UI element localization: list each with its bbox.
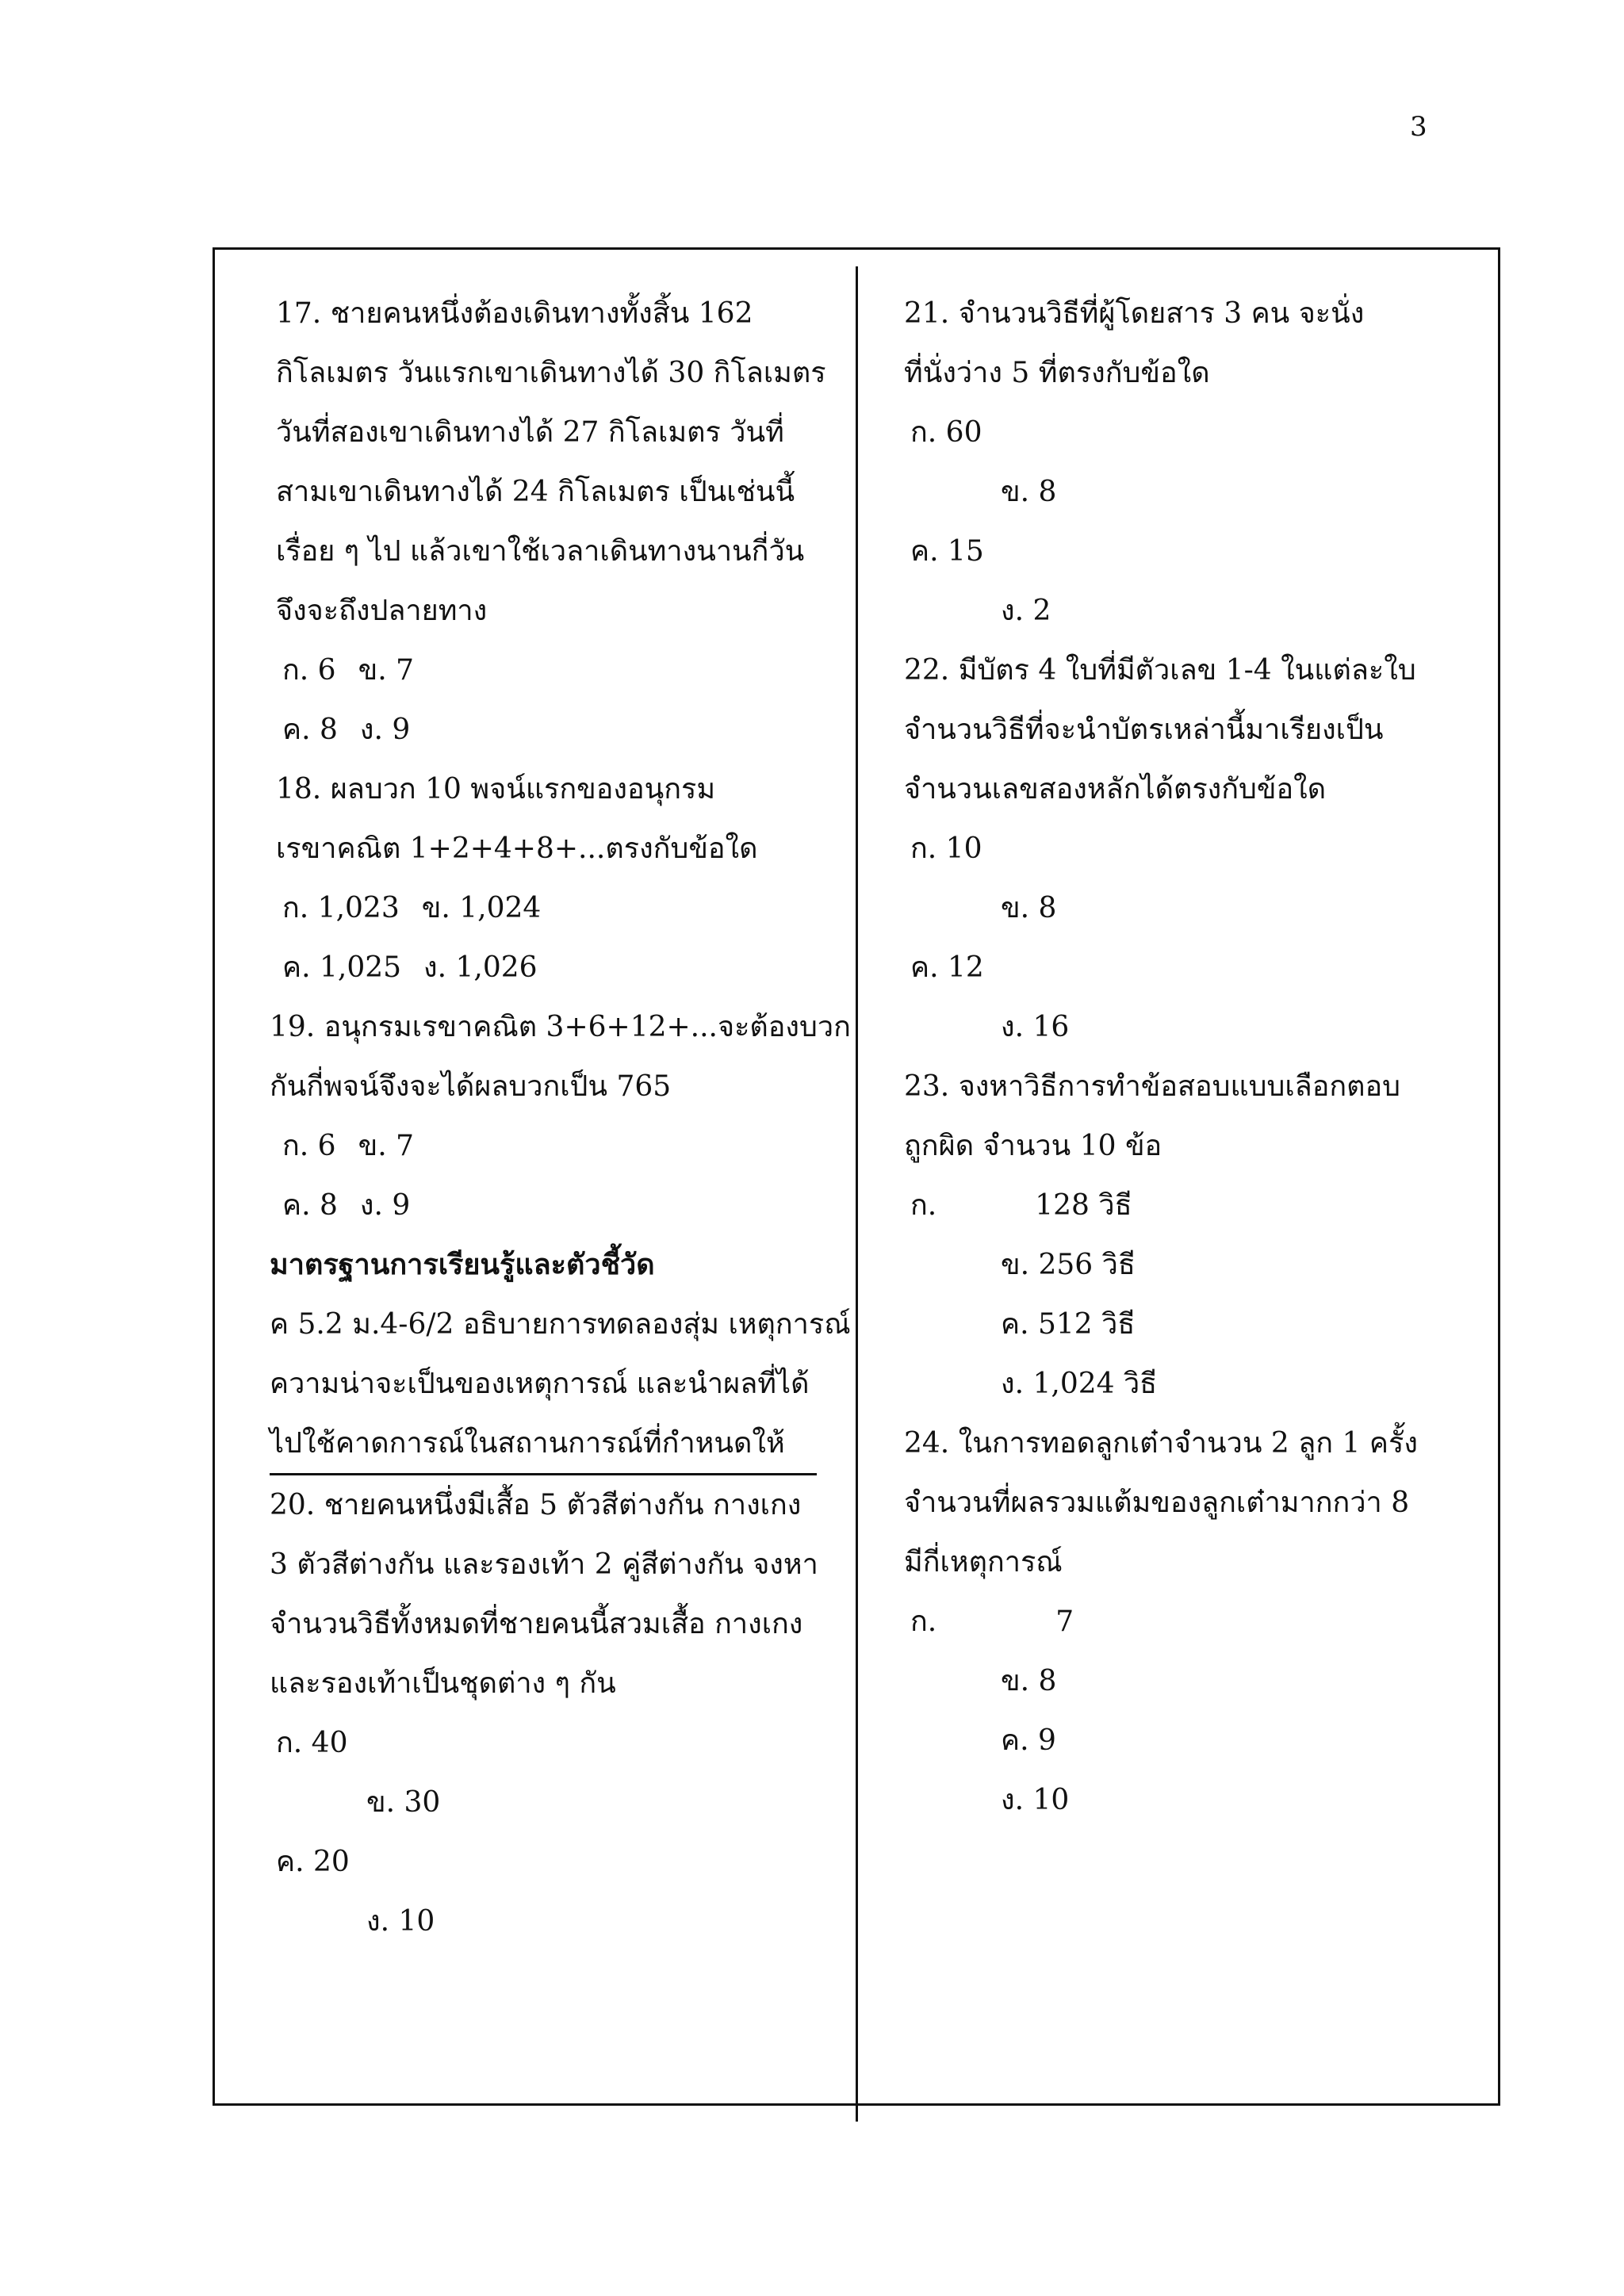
option-a: ก. 60	[910, 416, 982, 449]
question-24-line: จำนวนที่ผลรวมแต้มของลูกเต๋ามากกว่า 8	[904, 1487, 1410, 1519]
page-number: 3	[1410, 111, 1427, 143]
option-c: ค. 20	[276, 1846, 350, 1878]
option-c: ค. 8	[282, 1189, 338, 1222]
question-20-line: 3 ตัวสีต่างกัน และรองเท้า 2 คู่สีต่างกัน จงหา	[270, 1548, 818, 1581]
question-19-line: กันกี่พจน์จึงจะได้ผลบวกเป็น 765	[270, 1070, 672, 1103]
option-b: ข. 1,024	[421, 892, 542, 924]
question-18-line: 18. ผลบวก 10 พจน์แรกของอนุกรม	[276, 773, 716, 806]
option-b: ข. 256 วิธี	[1001, 1249, 1136, 1281]
option-a: ก. 1,023	[282, 892, 400, 924]
question-19-line: 19. อนุกรมเรขาคณิต 3+6+12+...จะต้องบวก	[270, 1011, 851, 1043]
option-c: ค. 512 วิธี	[1001, 1308, 1136, 1341]
question-24-line: 24. ในการทอดลูกเต๋าจำนวน 2 ลูก 1 ครั้ง	[904, 1427, 1418, 1460]
question-17-options-row	[270, 700, 817, 760]
question-22-line: 22. มีบัตร 4 ใบที่มีตัวเลข 1-4 ในแต่ละใบ	[904, 654, 1416, 687]
option-b: ข. 7	[358, 1130, 414, 1162]
option-d: ง. 9	[359, 714, 411, 746]
option-a: ก. 6	[282, 1130, 336, 1162]
option-d: ง. 10	[1001, 1784, 1070, 1816]
question-22-line: จำนวนเลขสองหลักได้ตรงกับข้อใด	[904, 773, 1327, 806]
option-b: ข. 30	[366, 1786, 441, 1819]
option-d: ง. 1,026	[423, 951, 538, 984]
question-20-line: จำนวนวิธีทั้งหมดที่ชายคนนี้สวมเสื้อ กางเกง	[270, 1608, 803, 1640]
question-17-line: กิโลเมตร วันแรกเขาเดินทางได้ 30 กิโลเมตร	[276, 357, 826, 389]
question-18-line: เรขาคณิต 1+2+4+8+...ตรงกับข้อใด	[276, 832, 758, 865]
question-20-line: 20. ชายคนหนึ่งมีเสื้อ 5 ตัวสีต่างกัน กางเกง	[270, 1489, 802, 1521]
standard-line: ไปใช้คาดการณ์ในสถานการณ์ที่กำหนดให้	[270, 1427, 785, 1460]
option-d: ง. 10	[366, 1905, 435, 1938]
question-17-line: สามเขาเดินทางได้ 24 กิโลเมตร เป็นเช่นนี้	[276, 476, 795, 508]
right-column	[904, 284, 1475, 1830]
option-a: ก. 10	[910, 832, 982, 865]
question-20-line: และรองเท้าเป็นชุดต่าง ๆ กัน	[270, 1667, 616, 1700]
question-19-options-row	[270, 1116, 817, 1176]
column-divider	[856, 266, 858, 2122]
option-a-label: ก.	[910, 1605, 937, 1638]
option-d: ง. 1,024 วิธี	[1001, 1368, 1158, 1400]
option-d: ง. 16	[1001, 1011, 1070, 1043]
option-b: ข. 8	[1001, 1665, 1057, 1697]
option-a-value: 7	[1055, 1605, 1074, 1638]
question-24-line: มีกี่เหตุการณ์	[904, 1546, 1063, 1578]
question-21-line: ที่นั่งว่าง 5 ที่ตรงกับข้อใด	[904, 357, 1210, 389]
question-17-line: จึงจะถึงปลายทาง	[276, 595, 488, 627]
option-d: ง. 9	[359, 1189, 411, 1222]
standard-title: มาตรฐานการเรียนรู้และตัวชี้วัด	[270, 1248, 655, 1281]
question-23-line: 23. จงหาวิธีการทำข้อสอบแบบเลือกตอบ	[904, 1070, 1401, 1103]
option-a-label: ก.	[910, 1189, 937, 1222]
option-a-row	[904, 1176, 1475, 1235]
option-a-row	[904, 1592, 1475, 1651]
standard-line: ค 5.2 ม.4-6/2 อธิบายการทดลองสุ่ม เหตุการณ์	[270, 1308, 851, 1341]
option-c: ค. 8	[282, 714, 338, 746]
question-17-line: 17. ชายคนหนึ่งต้องเดินทางทั้งสิ้น 162	[276, 297, 753, 330]
left-column	[270, 284, 851, 1951]
option-d: ง. 2	[1001, 595, 1051, 627]
option-b: ข. 7	[358, 654, 414, 687]
question-23-line: ถูกผิด จำนวน 10 ข้อ	[904, 1130, 1162, 1162]
question-17-line: เรื่อย ๆ ไป แล้วเขาใช้เวลาเดินทางนานกี่วัน	[276, 535, 805, 568]
option-b: ข. 8	[1001, 892, 1057, 924]
question-17-options-row	[270, 641, 817, 700]
standard-line: ความน่าจะเป็นของเหตุการณ์ และนำผลที่ได้	[270, 1368, 810, 1400]
question-18-options-row	[270, 938, 817, 997]
option-b: ข. 8	[1001, 476, 1057, 508]
question-19-options-row	[270, 1176, 817, 1235]
option-c: ค. 12	[910, 951, 984, 984]
question-18-options-row	[270, 878, 817, 938]
option-a: ก. 6	[282, 654, 336, 687]
option-a: ก. 40	[276, 1727, 348, 1759]
option-c: ค. 1,025	[282, 951, 402, 984]
option-c: ค. 15	[910, 535, 984, 568]
question-21-line: 21. จำนวนวิธีที่ผู้โดยสาร 3 คน จะนั่ง	[904, 297, 1365, 330]
question-22-line: จำนวนวิธีที่จะนำบัตรเหล่านี้มาเรียงเป็น	[904, 714, 1384, 746]
question-17-line: วันที่สองเขาเดินทางได้ 27 กิโลเมตร วันที่	[276, 416, 784, 449]
option-c: ค. 9	[1001, 1724, 1056, 1757]
option-a-value: 128 วิธี	[1035, 1189, 1132, 1222]
